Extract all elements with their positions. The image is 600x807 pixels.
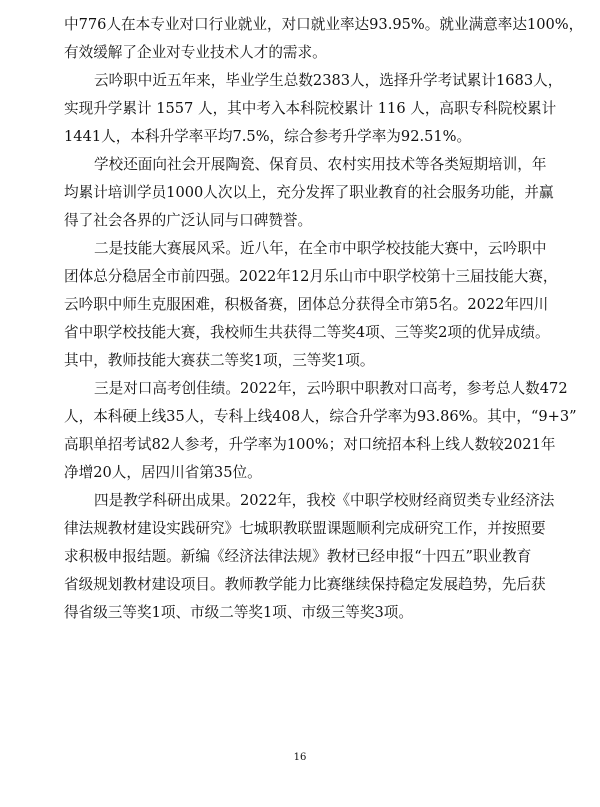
paragraph-5-line-1: 三是对口高考创佳绩。2022年，云吟职中职教对口高考，参考总人数472 <box>94 380 568 397</box>
paragraph-4-line-5: 其中，教师技能大赛获二等奖1项，三等奖1项。 <box>64 352 375 369</box>
paragraph-3-line-2: 均累计培训学员1000人次以上，充分发挥了职业教育的社会服务功能，并赢 <box>64 184 554 201</box>
paragraph-6-line-3: 求积极申报结题。新编《经济法律法规》教材已经申报“十四五”职业教育 <box>64 548 532 565</box>
paragraph-2-line-1: 云吟职中近五年来，毕业学生总数2383人，选择升学考试累计1683人， <box>94 72 563 89</box>
paragraph-6-line-4: 省级规划教材建设项目。教师教学能力比赛继续保持稳定发展趋势，先后获 <box>64 576 546 593</box>
paragraph-6-line-1: 四是教学科研出成果。2022年，我校《中职学校财经商贸类专业经济法 <box>94 492 555 509</box>
paragraph-6-line-5: 得省级三等奖1项、市级二等奖1项、市级三等奖3项。 <box>64 604 413 621</box>
paragraph-6-line-2: 律法规教材建设实践研究》七城职教联盟课题顺利完成研究工作，并按照要 <box>64 520 546 537</box>
paragraph-4-line-3: 云吟职中师生克服困难，积极备赛，团体总分获得全市第5名。2022年四川 <box>64 296 549 313</box>
paragraph-4-line-4: 省中职学校技能大赛，我校师生共获得二等奖4项、三等奖2项的优异成绩。 <box>64 324 550 341</box>
paragraph-5-line-3: 高职单招考试82人参考，升学率为100%；对口统招本科上线人数较2021年 <box>64 436 556 453</box>
paragraph-1-line-2: 有效缓解了企业对专业技术人才的需求。 <box>64 44 327 61</box>
page-number: 16 <box>293 752 307 763</box>
paragraph-2-line-2: 实现升学累计 1557 人，其中考入本科院校累计 116 人，高职专科院校累计 <box>64 100 557 117</box>
paragraph-1-line-1: 中776人在本专业对口行业就业，对口就业率达93.95%。就业满意率达100%， <box>64 16 584 33</box>
paragraph-5-line-4: 净增20人，居四川省第35位。 <box>64 464 262 481</box>
paragraph-3-line-3: 得了社会各界的广泛认同与口碑赞誉。 <box>64 212 313 229</box>
paragraph-4-line-1: 二是技能大赛展风采。近八年，在全市中职学校技能大赛中，云吟职中 <box>94 240 547 257</box>
paragraph-4-line-2: 团体总分稳居全市前四强。2022年12月乐山市中职学校第十三届技能大赛， <box>64 268 558 285</box>
paragraph-2-line-3: 1441人，本科升学率平均7.5%，综合参考升学率为92.51%。 <box>64 128 472 145</box>
paragraph-5-line-2: 人，本科硬上线35人，专科上线408人，综合升学率为93.86%。其中，“9+3” <box>64 408 577 425</box>
paragraph-3-line-1: 学校还面向社会开展陶瓷、保育员、农村实用技术等各类短期培训，年 <box>94 156 547 173</box>
